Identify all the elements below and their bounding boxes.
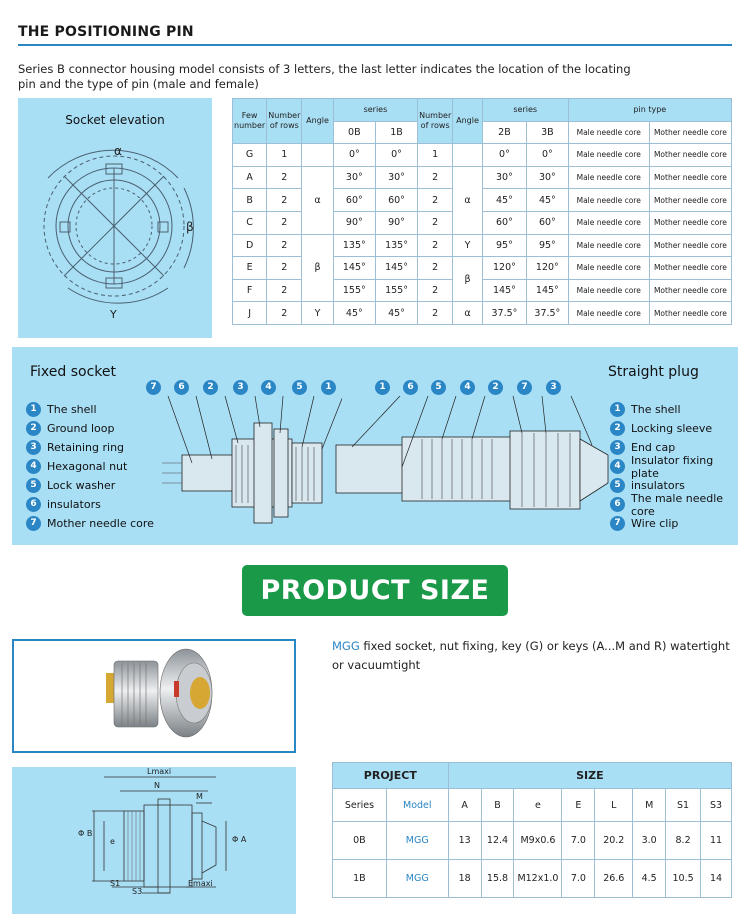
model-name: MGG (332, 639, 360, 653)
cell-2b: 120° (482, 257, 526, 280)
cell-3b: 0° (527, 144, 569, 167)
cell-rows: 2 (267, 302, 302, 325)
series-2b: 2B (482, 121, 526, 144)
list-item (26, 495, 154, 514)
cell-3b: 60° (527, 211, 569, 234)
cell-male: Male needle core (568, 144, 649, 167)
header-series-2: series (482, 99, 568, 122)
cell: MGG (386, 822, 448, 860)
cell-angle2-alpha: α (453, 302, 483, 325)
cell-3b: 45° (527, 189, 569, 212)
dim-emaxi: Emaxi (188, 879, 213, 888)
table-header-row (333, 789, 732, 822)
cell-mother: Mother needle core (649, 189, 731, 212)
cell: 20.2 (595, 822, 633, 860)
pin-type-mother: Mother needle core (649, 121, 731, 144)
intro-text: Series B connector housing model consists of 3 letters, the last letter indicates the location of the locating pin and the type of pin (male and female) (18, 62, 631, 91)
fixed-callout: 5 (292, 380, 307, 395)
cell-0b: 145° (333, 257, 375, 280)
cell-male: Male needle core (568, 279, 649, 302)
cell-rows2: 2 (418, 211, 453, 234)
cell-rows: 1 (267, 144, 302, 167)
table-row (233, 302, 732, 325)
cell-0b: 155° (333, 279, 375, 302)
cell-male: Male needle core (568, 302, 649, 325)
cell-male: Male needle core (568, 234, 649, 257)
number-badge: 7 (26, 516, 41, 531)
table-row (233, 166, 732, 189)
cell: 7.0 (562, 822, 595, 860)
cell-2b: 45° (482, 189, 526, 212)
cell-3b: 145° (527, 279, 569, 302)
cell-rows2: 1 (418, 144, 453, 167)
product-size-banner: PRODUCT SIZE (242, 565, 508, 616)
product-description (332, 637, 732, 675)
cell-key: A (233, 166, 267, 189)
cell-angle2 (453, 144, 483, 167)
straight-plug-title: Straight plug (608, 364, 699, 380)
cell: 13 (448, 822, 481, 860)
header-angle-2: Angle (453, 99, 483, 144)
plug-callout: 1 (375, 380, 390, 395)
table-row (233, 234, 732, 257)
cell-1b: 45° (375, 302, 417, 325)
col-m: M (633, 789, 666, 822)
cell-angle (302, 144, 333, 167)
table-row (333, 822, 732, 860)
cell-male: Male needle core (568, 211, 649, 234)
cell-mother: Mother needle core (649, 144, 731, 167)
cell-rows2: 2 (418, 166, 453, 189)
number-badge: 4 (610, 459, 625, 474)
cell: 15.8 (481, 860, 514, 898)
legend-label: insulators (631, 479, 685, 492)
fixed-callout: 1 (321, 380, 336, 395)
cell-2b: 95° (482, 234, 526, 257)
list-item (610, 419, 738, 438)
dim-phi-b: Φ B (78, 829, 93, 838)
header-few-number: Few number (233, 99, 267, 144)
product-description-text: fixed socket, nut fixing, key (G) or keys (A...M and R) watertight or vacuumtight (332, 639, 730, 672)
cell-2b: 60° (482, 211, 526, 234)
dim-s3: S3 (132, 887, 143, 896)
cell-0b: 90° (333, 211, 375, 234)
cell: 1B (333, 860, 387, 898)
series-0b: 0B (333, 121, 375, 144)
legend-label: The male needle core (631, 491, 724, 518)
title-underline (18, 44, 732, 46)
legend-label: Ground loop (47, 422, 115, 435)
page-title: THE POSITIONING PIN (18, 24, 194, 40)
dim-m: M (196, 792, 203, 801)
series-1b: 1B (375, 121, 417, 144)
cell-key: J (233, 302, 267, 325)
construction-band (12, 347, 738, 545)
legend-label: Wire clip (631, 517, 679, 530)
cell: 8.2 (666, 822, 701, 860)
fixed-socket-cutaway (162, 383, 342, 543)
list-item (610, 400, 738, 419)
number-badge: 2 (610, 421, 625, 436)
gamma-label: Y (110, 308, 117, 321)
cell: 12.4 (481, 822, 514, 860)
cell-2b: 0° (482, 144, 526, 167)
cell-key: F (233, 279, 267, 302)
cell-1b: 0° (375, 144, 417, 167)
number-badge: 5 (26, 478, 41, 493)
cell-1b: 60° (375, 189, 417, 212)
list-item (26, 419, 154, 438)
cell-rows: 2 (267, 211, 302, 234)
cell-key: C (233, 211, 267, 234)
positioning-pin-table (232, 98, 732, 325)
fixed-callout: 6 (174, 380, 189, 395)
cell-key: B (233, 189, 267, 212)
cell-0b: 30° (333, 166, 375, 189)
cell-rows: 2 (267, 189, 302, 212)
number-badge: 4 (26, 459, 41, 474)
table-row (233, 144, 732, 167)
list-item (26, 476, 154, 495)
cell-mother: Mother needle core (649, 211, 731, 234)
legend-label: insulators (47, 498, 101, 511)
plug-callout: 3 (546, 380, 561, 395)
legend-label: The shell (47, 403, 97, 416)
plug-callout: 6 (403, 380, 418, 395)
cell-rows2: 2 (418, 234, 453, 257)
number-badge: 1 (26, 402, 41, 417)
fixed-callout: 3 (233, 380, 248, 395)
legend-label: Retaining ring (47, 441, 125, 454)
cell-angle2-alpha: α (453, 166, 483, 234)
cell-3b: 95° (527, 234, 569, 257)
cell-angle-alpha: α (302, 166, 333, 234)
fixed-callout: 2 (203, 380, 218, 395)
col-series: Series (333, 789, 387, 822)
cell-0b: 60° (333, 189, 375, 212)
number-badge: 2 (26, 421, 41, 436)
list-item (26, 457, 154, 476)
cell-mother: Mother needle core (649, 302, 731, 325)
cell-male: Male needle core (568, 189, 649, 212)
straight-plug-cutaway (332, 383, 612, 543)
plug-callout: 5 (431, 380, 446, 395)
socket-elevation-panel (18, 98, 212, 338)
plug-callout: 7 (517, 380, 532, 395)
cell-rows2: 2 (418, 257, 453, 280)
cell-1b: 30° (375, 166, 417, 189)
alpha-label: α (114, 144, 122, 158)
cell: M9x0.6 (514, 822, 562, 860)
cell: 10.5 (666, 860, 701, 898)
straight-plug-legend (610, 400, 738, 533)
cell-2b: 145° (482, 279, 526, 302)
cell: 26.6 (595, 860, 633, 898)
legend-label: Mother needle core (47, 517, 154, 530)
cell-angle-beta: β (302, 234, 333, 302)
cell-2b: 37.5° (482, 302, 526, 325)
cell-rows2: 2 (418, 189, 453, 212)
cell-mother: Mother needle core (649, 234, 731, 257)
cell: MGG (386, 860, 448, 898)
cell: 14 (701, 860, 732, 898)
cell-male: Male needle core (568, 166, 649, 189)
fixed-callout: 4 (261, 380, 276, 395)
cell-rows: 2 (267, 234, 302, 257)
cell-rows: 2 (267, 279, 302, 302)
cell-angle2-beta: β (453, 257, 483, 302)
cell-0b: 45° (333, 302, 375, 325)
cell-rows2: 2 (418, 302, 453, 325)
col-l: L (595, 789, 633, 822)
fixed-socket-title: Fixed socket (30, 364, 116, 380)
cell-mother: Mother needle core (649, 279, 731, 302)
number-badge: 6 (26, 497, 41, 512)
cell: 7.0 (562, 860, 595, 898)
cell-mother: Mother needle core (649, 166, 731, 189)
header-angle: Angle (302, 99, 333, 144)
series-3b: 3B (527, 121, 569, 144)
cell-0b: 135° (333, 234, 375, 257)
list-item (610, 453, 738, 480)
dimension-drawing (12, 767, 296, 914)
dim-n: N (154, 781, 160, 790)
cell-angle-gamma: Y (302, 302, 333, 325)
dim-e: e (110, 837, 115, 846)
header-number-of-rows-2: Number of rows (418, 99, 453, 144)
header-pin-type: pin type (568, 99, 731, 122)
dim-lmaxi: Lmaxi (147, 767, 172, 776)
list-item (610, 491, 738, 518)
plug-callout: 2 (488, 380, 503, 395)
number-badge: 7 (610, 516, 625, 531)
fixed-socket-legend (26, 400, 154, 533)
cell-2b: 30° (482, 166, 526, 189)
fixed-callout: 7 (146, 380, 161, 395)
cell: 4.5 (633, 860, 666, 898)
beta-label: β (186, 220, 194, 234)
cell-rows: 2 (267, 257, 302, 280)
number-badge: 5 (610, 478, 625, 493)
header-size: SIZE (448, 763, 731, 789)
cell-1b: 135° (375, 234, 417, 257)
cell-1b: 155° (375, 279, 417, 302)
list-item (26, 514, 154, 533)
cell-angle2-gamma: Y (453, 234, 483, 257)
product-photo-frame (12, 639, 296, 753)
col-a: A (448, 789, 481, 822)
connector-photo (14, 641, 294, 751)
number-badge: 1 (610, 402, 625, 417)
col-s1: S1 (666, 789, 701, 822)
col-e: E (562, 789, 595, 822)
col-b: B (481, 789, 514, 822)
col-e-lower: e (514, 789, 562, 822)
size-table (332, 762, 732, 898)
col-model: Model (386, 789, 448, 822)
cell-key: D (233, 234, 267, 257)
header-number-of-rows: Number of rows (267, 99, 302, 144)
legend-label: The shell (631, 403, 681, 416)
list-item (26, 438, 154, 457)
cell: 0B (333, 822, 387, 860)
cell-0b: 0° (333, 144, 375, 167)
cell-rows: 2 (267, 166, 302, 189)
number-badge: 3 (610, 440, 625, 455)
legend-label: Locking sleeve (631, 422, 713, 435)
cell: 3.0 (633, 822, 666, 860)
socket-elevation-diagram (18, 98, 212, 338)
cell: 18 (448, 860, 481, 898)
cell-1b: 90° (375, 211, 417, 234)
cell-rows2: 2 (418, 279, 453, 302)
plug-callout: 4 (460, 380, 475, 395)
socket-elevation-title: Socket elevation (65, 113, 165, 127)
legend-label: Hexagonal nut (47, 460, 128, 473)
dim-s1: S1 (110, 879, 121, 888)
header-series: series (333, 99, 417, 122)
legend-label: End cap (631, 441, 676, 454)
number-badge: 6 (610, 497, 625, 512)
cell-key: G (233, 144, 267, 167)
cell-key: E (233, 257, 267, 280)
legend-label: Insulator fixing plate (631, 453, 714, 480)
cell-male: Male needle core (568, 257, 649, 280)
legend-label: Lock washer (47, 479, 116, 492)
cell-3b: 30° (527, 166, 569, 189)
list-item (26, 400, 154, 419)
col-s3: S3 (701, 789, 732, 822)
table-row (333, 860, 732, 898)
header-project: PROJECT (333, 763, 449, 789)
dim-phi-a: Φ A (232, 835, 247, 844)
cell-1b: 145° (375, 257, 417, 280)
cell: 11 (701, 822, 732, 860)
cell: M12x1.0 (514, 860, 562, 898)
pin-type-male: Male needle core (568, 121, 649, 144)
cell-3b: 120° (527, 257, 569, 280)
number-badge: 3 (26, 440, 41, 455)
cell-3b: 37.5° (527, 302, 569, 325)
cell-mother: Mother needle core (649, 257, 731, 280)
